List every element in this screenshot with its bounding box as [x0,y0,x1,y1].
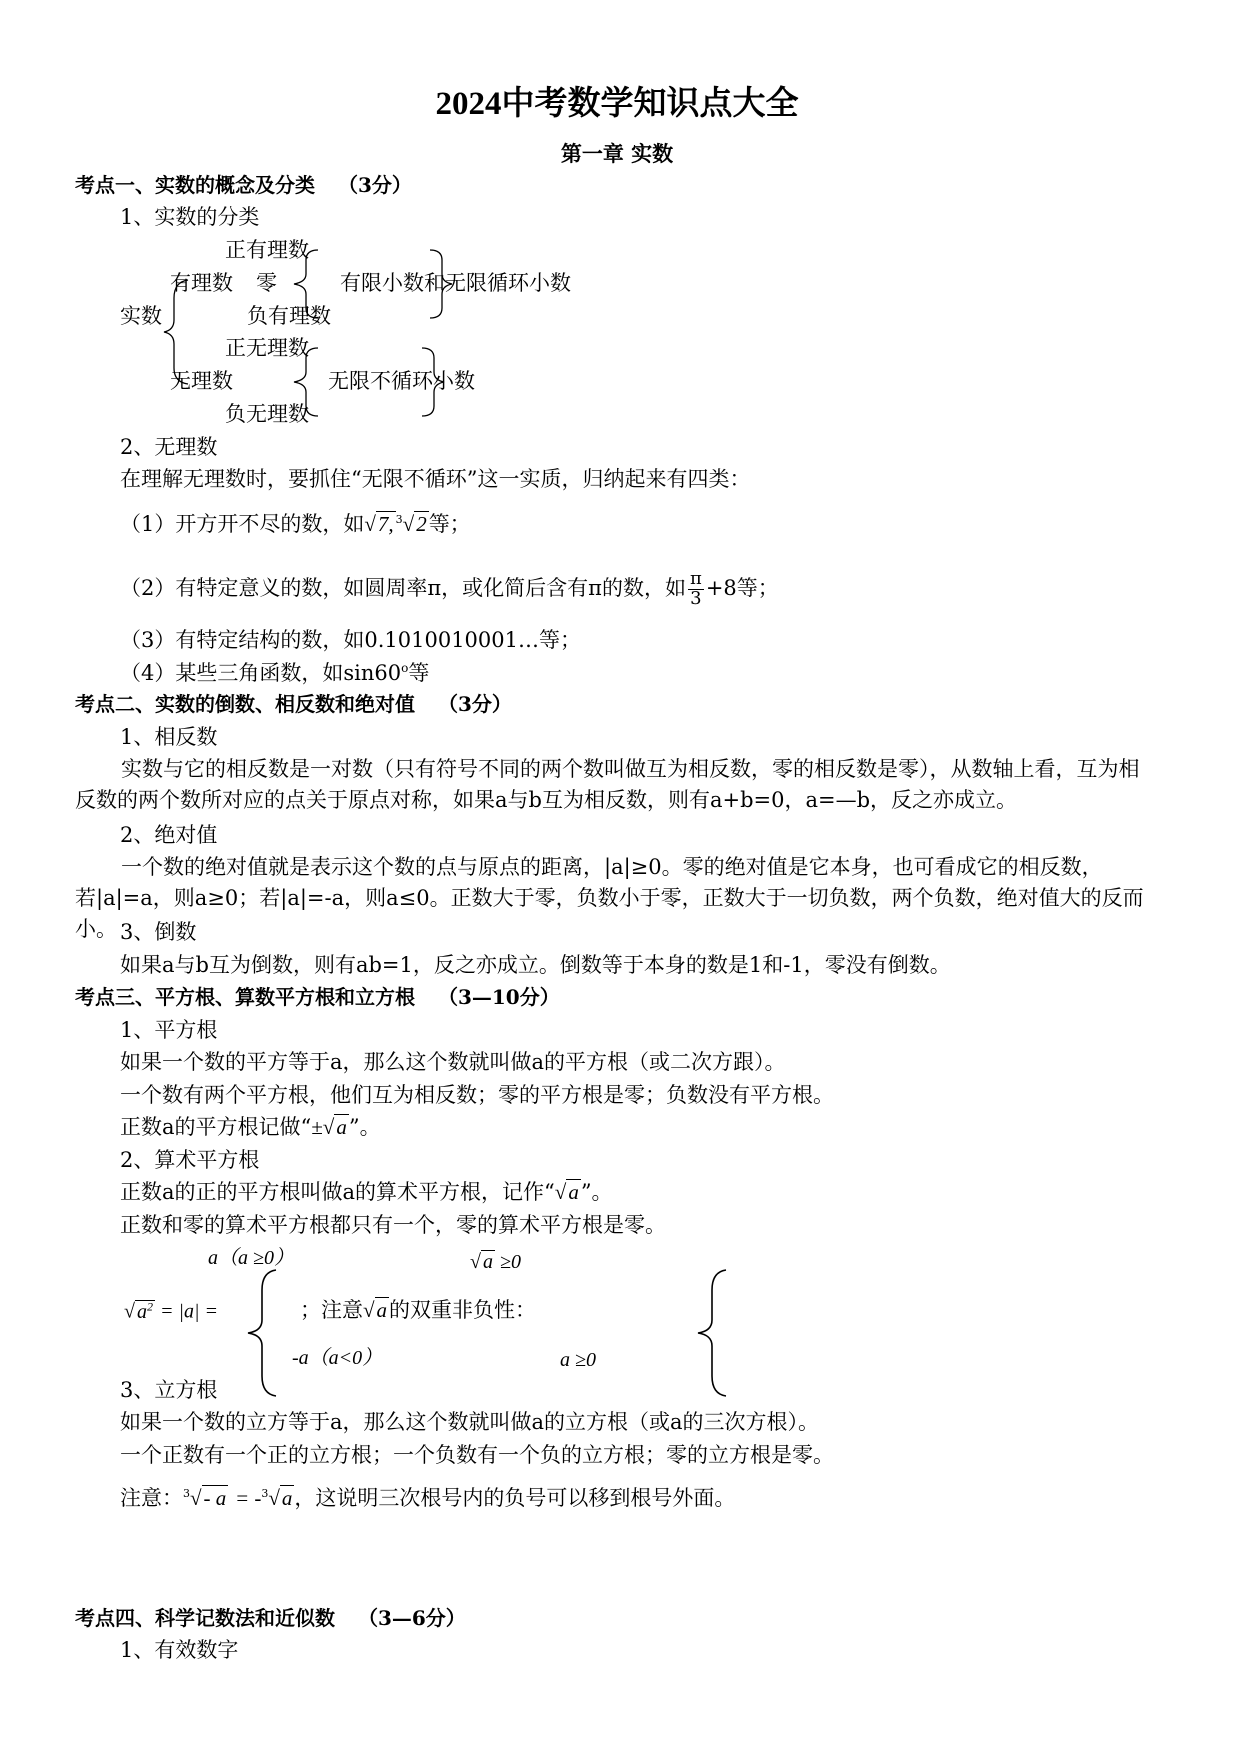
formula-cond-1: √ a ≥0 [470,1251,521,1273]
s1-subheading-1: 1、实数的分类 [120,205,260,229]
s1-intro: 在理解无理数时，要抓住“无限不循环”这一实质，归纳起来有四类： [120,467,751,491]
tree-pos-irrational: 正无理数 [225,336,309,360]
chapter-title: 第一章 实数 [560,141,674,166]
s3-line-2: 一个数有两个平方根，他们互为相反数；零的平方根是零；负数没有平方根。 [120,1083,834,1107]
formula-case-2: -a（a<0） [292,1347,383,1369]
s3-line-6: 如果一个数的立方等于a，那么这个数就叫做a的立方根（或a的三次方根）。 [120,1410,820,1434]
tree-neg-rational: 负有理数 [247,304,331,328]
sqrt-7: √7, [364,512,394,536]
s3-line-4: 正数a的正的平方根叫做a的算术平方根，记作“√a”。 [120,1180,613,1204]
section-3-score: （3—10分） [437,985,560,1009]
s2-paragraph-2: 一个数的绝对值就是表示这个数的点与原点的距离，|a|≥0。零的绝对值是它本身，也可看成它的相反数，若|a|=a，则a≥0；若|a|=-a，则a≤0。正数大于零，负数小于零，正数大于一切负数，两个负数，绝对值大的反而小。 [75,855,1144,941]
section-4-score: （3—6分） [357,1606,466,1630]
s3-subheading-2: 2、算术平方根 [120,1148,260,1172]
s1-item-4: （4）某些三角函数，如sin60$^o$等 [120,661,430,685]
sqrt-a: √a [363,1298,388,1322]
formula-cond-2: a ≥0 [560,1349,596,1371]
s2-subheading-2: 2、绝对值 [120,823,218,847]
cbrt-a: √a [268,1486,293,1510]
formula-note: ；注意√a的双重非负性： [300,1298,537,1322]
tree-pos-rational: 正有理数 [225,238,309,262]
section-4-heading [75,1608,466,1628]
sqrt-a: √a [322,1115,347,1139]
pi-over-3-fraction: $\frac{\pi}{3}$ [689,568,702,609]
tree-irrational: 无理数 [170,369,233,393]
brace-finite [428,246,454,324]
s3-subheading-1: 1、平方根 [120,1018,218,1042]
s1-item-2 [120,570,779,609]
item-1-text: （1）开方开不尽的数，如 [120,512,365,536]
s2-subheading-1: 1、相反数 [120,725,218,749]
tree-rational: 有理数 [170,271,233,295]
item-1-suffix: 等； [428,512,471,536]
section-3-heading [75,987,560,1007]
s3-subheading-3: 3、立方根 [120,1378,218,1402]
s1-item-3: （3）有特定结构的数，如0.1010010001…等； [120,628,582,652]
item-2-text: （2）有特定意义的数，如圆周率π，或化简后含有π的数，如 [120,575,686,600]
s1-subheading-2: 2、无理数 [120,435,218,459]
section-1-score: （3分） [337,173,412,197]
tree-zero: 零 [256,271,277,295]
s2-paragraph-3: 如果a与b互为倒数，则有ab=1，反之亦成立。倒数等于本身的数是1和-1，零没有倒数。 [120,953,951,977]
s1-item-1 [120,514,471,535]
cbrt-neg-a: √- a [190,1486,227,1510]
formula-case-1: a（a ≥0） [208,1247,294,1269]
s3-line-8: 注意：$^3$√- a = -$^3$√a，这说明三次根号内的负号可以移到根号外面。 [120,1486,736,1510]
tree-infinite-decimal: 无限不循环小数 [328,369,475,393]
brace-infinite [420,344,446,422]
tree-finite-decimal: 有限小数和无限循环小数 [340,271,571,295]
tree-real: 实数 [120,304,162,328]
s3-line-7: 一个正数有一个正的立方根；一个负数有一个负的立方根；零的立方根是零。 [120,1443,834,1467]
formula-lhs: √ $a^2 = |a|$ = [124,1299,218,1323]
s4-subheading-1: 1、有效数字 [120,1638,239,1662]
s3-line-1: 如果一个数的平方等于a，那么这个数就叫做a的平方根（或二次方跟）。 [120,1050,786,1074]
item-2-suffix: +8等； [705,575,779,600]
brace-piecewise [240,1268,280,1398]
s3-line-5: 正数和零的算术平方根都只有一个，零的算术平方根是零。 [120,1213,666,1237]
cbrt-2: √2 [402,512,427,536]
brace-real [160,278,190,388]
section-2-title: 考点二、实数的倒数、相反数和绝对值 [75,692,415,716]
section-2-heading [75,694,512,714]
cube-root-index: 3 [395,513,403,526]
sqrt-a: √a [554,1180,579,1204]
s2-paragraph-1: 实数与它的相反数是一对数（只有符号不同的两个数叫做互为相反数，零的相反数是零），从数轴上看，互为相反数的两个数所对应的点关于原点对称，如果a与b互为相反数，则有a+b=0，a=—b，反之亦成立。 [75,757,1140,812]
page-title: 2024中考数学知识点大全 [435,86,799,122]
brace-rational [282,246,322,324]
section-2-score: （3分） [437,692,512,716]
s2-subheading-3: 3、倒数 [120,920,197,944]
brace-nonnegativity [690,1268,730,1398]
s3-line-3: 正数a的平方根记做“±√a”。 [120,1115,381,1139]
section-1-title: 考点一、实数的概念及分类 [75,173,315,197]
brace-irrational [282,344,322,422]
tree-neg-irrational: 负无理数 [225,402,309,426]
section-4-title: 考点四、科学记数法和近似数 [75,1606,335,1630]
section-1-heading [75,175,412,195]
section-3-title: 考点三、平方根、算数平方根和立方根 [75,985,415,1009]
